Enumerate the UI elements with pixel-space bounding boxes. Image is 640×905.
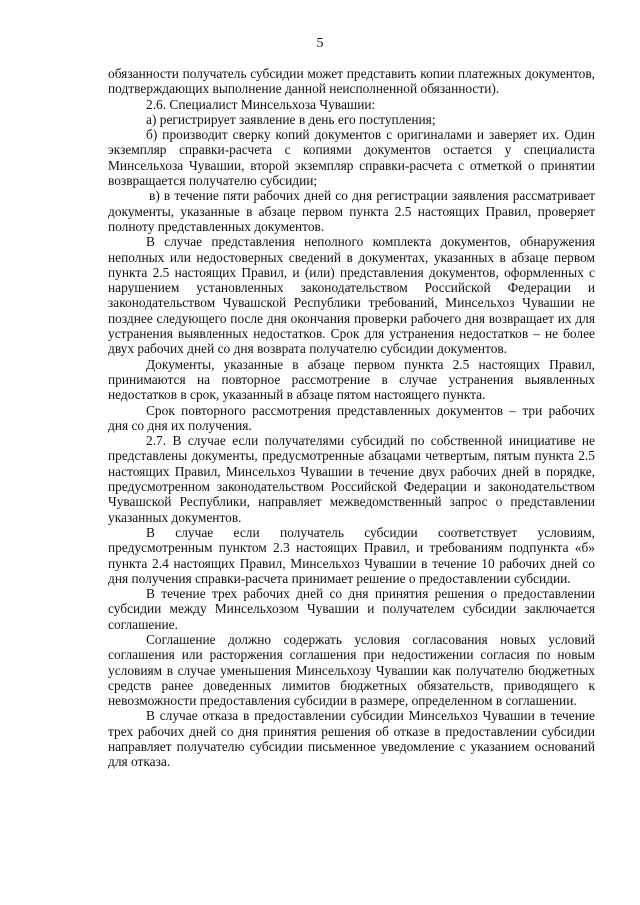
paragraph-decision: В случае если получатель субсидии соответствует условиям, предусмотренным пунктом 2.3 настоящих Правил, и требованиям подпункта «б» пункта 2.4 настоящих Правил, Минсельхоз Чувашии в течение 10 рабочих дней со дня получения справки-расчета принимает решение о предоставлении субсидии. <box>108 524 595 586</box>
page-number: 5 <box>316 36 324 51</box>
paragraph-2-6-heading: 2.6. Специалист Минсельхоза Чувашии: <box>146 96 376 112</box>
paragraph-item-b: б) производит сверку копий документов с оригиналами и заверяет их. Один экземпляр справки-расчета с копиями документов остается у специалиста Минсельхоза Чувашии, второй экземпляр справки-расчета с отметкой о принятии возвращается получателю субсидии; <box>108 127 595 189</box>
paragraph-continuation: обязанности получатель субсидии может представить копии платежных документов, подтверждающих выполнение данной неисполненной обязанности). <box>108 66 595 97</box>
paragraph-review-term: Срок повторного рассмотрения представленных документов – три рабочих дня со дня их получения. <box>108 402 595 433</box>
paragraph-item-v: в) в течение пяти рабочих дней со дня регистрации заявления рассматривает документы, указанные в абзаце первом пункта 2.5 настоящих Правил, проверяет полноту представленных документов. <box>108 188 595 234</box>
paragraph-2-7: 2.7. В случае если получателями субсидий по собственной инициативе не представлены документы, предусмотренные абзацами четвертым, пятым пункта 2.5 настоящих Правил, Минсельхоз Чувашии в течение двух рабочих дней в порядке, предусмотренном законодательством Российской Федерации и законодательством Чувашской Республики, направляет межведомственный запрос о представлении указанных документов. <box>108 433 595 525</box>
paragraph-incomplete-documents: В случае представления неполного комплекта документов, обнаружения неполных или недостоверных сведений в документах, указанных в абзаце первом пункта 2.5 настоящих Правил, и (или) представления документов, оформленных с нарушением установленных законодательством Российской Федерации и законодательством Чувашской Республики требований, Минсельхоз Чувашии не позднее следующего после дня окончания проверки рабочего дня возвращает их для устранения выявленных недостатков. Срок для устранения недостатков – не более двух рабочих дней со дня возврата получателю субсидии документов. <box>108 234 595 357</box>
document-body <box>108 66 595 770</box>
paragraph-agreement-conditions: Соглашение должно содержать условия согласования новых условий соглашения или расторжения соглашения при недостижении согласия по новым условиям в случае уменьшения Минсельхозу Чувашии как получателю бюджетных средств ранее доведенных лимитов бюджетных обязательств, приводящего к невозможности предоставления субсидии в размере, определенном в соглашении. <box>108 631 595 709</box>
paragraph-agreement: В течение трех рабочих дней со дня принятия решения о предоставлении субсидии между Минсельхозом Чувашии и получателем субсидии заключается соглашение. <box>108 586 595 632</box>
paragraph-refusal: В случае отказа в предоставлении субсидии Минсельхоз Чувашии в течение трех рабочих дней со дня принятия решения об отказе в предоставлении субсидии направляет получателю субсидии письменное уведомление с указанием оснований для отказа. <box>108 708 595 770</box>
paragraph-item-a: а) регистрирует заявление в день его поступления; <box>146 111 436 127</box>
paragraph-resubmission: Документы, указанные в абзаце первом пункта 2.5 настоящих Правил, принимаются на повторное рассмотрение в случае устранения выявленных недостатков в срок, указанный в абзаце пятом настоящего пункта. <box>108 356 595 403</box>
